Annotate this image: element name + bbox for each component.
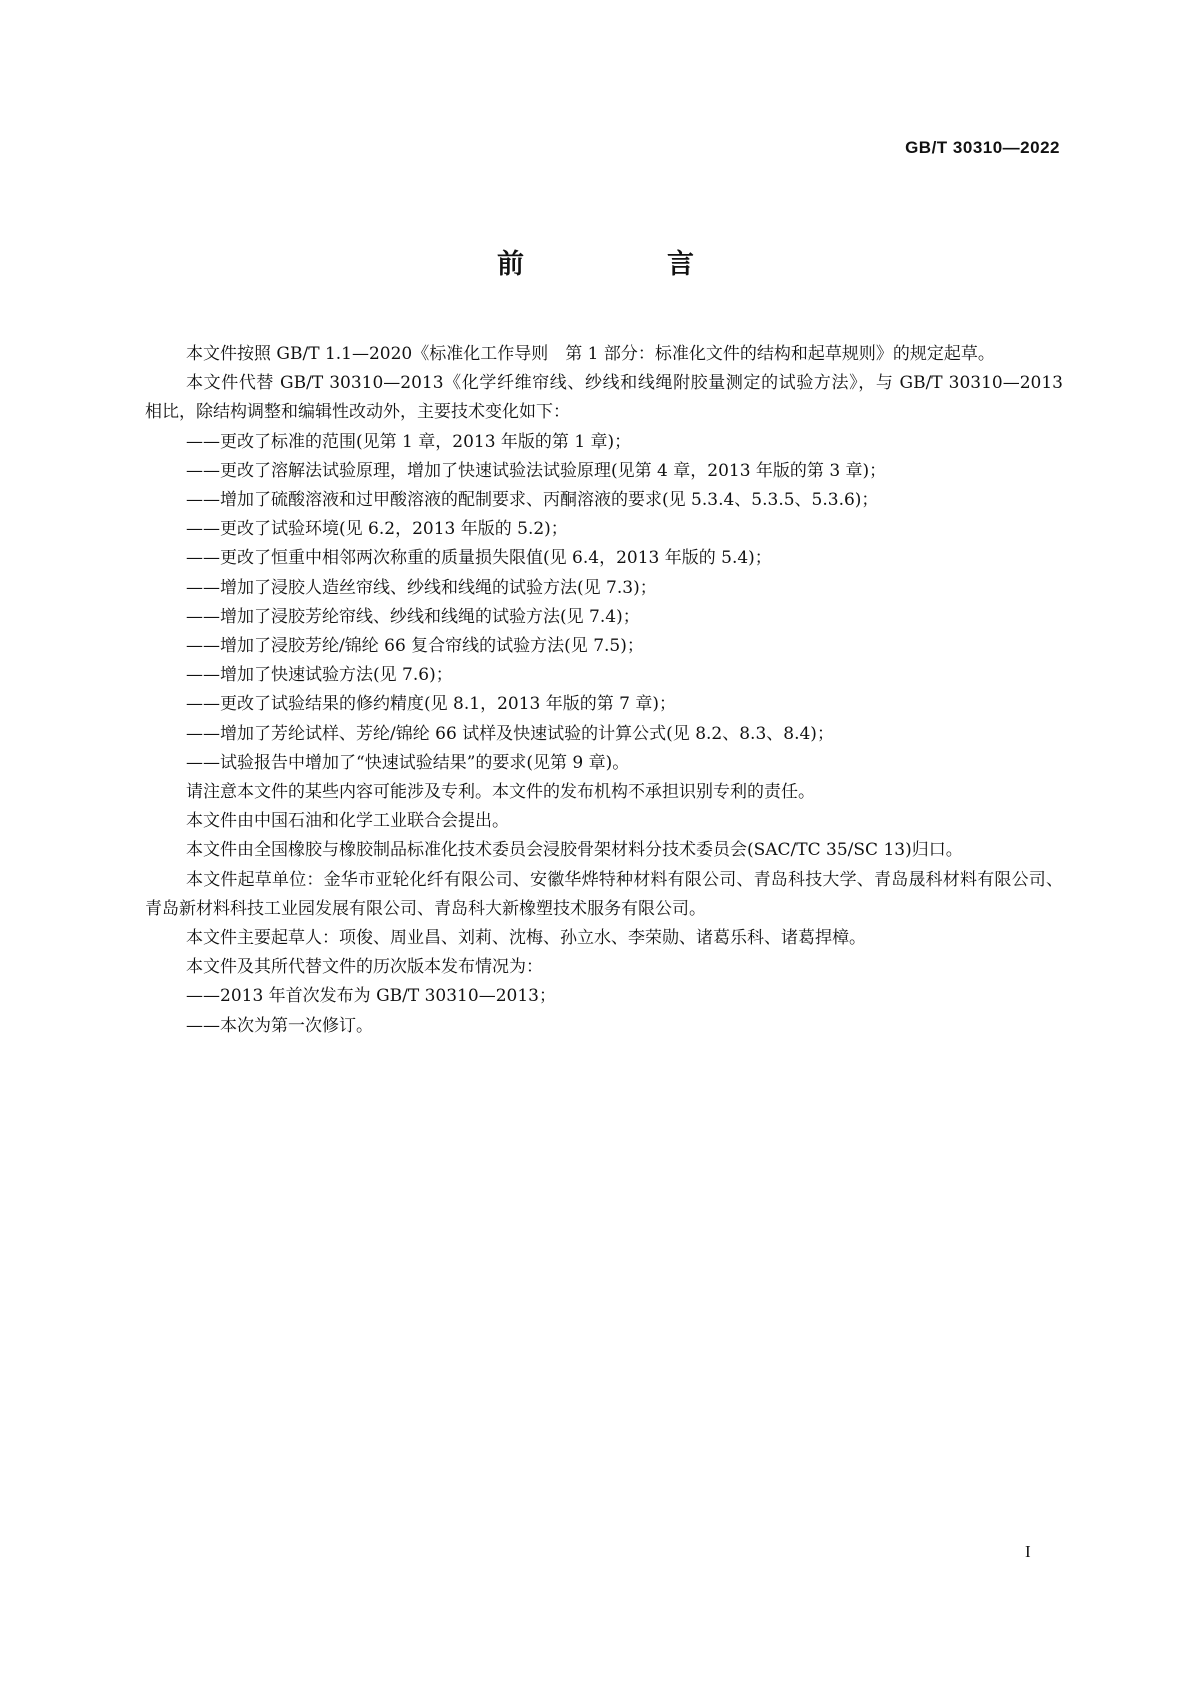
change-item: ——更改了恒重中相邻两次称重的质量损失限值(见 6.4，2013 年版的 5.4)；: [186, 548, 772, 569]
document-body: [145, 340, 1063, 1041]
change-item: ——增加了芳纶试样、芳纶/锦纶 66 试样及快速试验的计算公式(见 8.2、8.3、8.4)；: [186, 723, 834, 744]
change-item: ——增加了浸胶芳纶/锦纶 66 复合帘线的试验方法(见 7.5)；: [186, 636, 644, 657]
history-item: ——本次为第一次修订。: [186, 1015, 373, 1036]
change-item: ——增加了浸胶芳纶帘线、纱线和线绳的试验方法(见 7.4)；: [186, 606, 640, 627]
paragraph-replacement: 本文件代替 GB/T 30310—2013《化学纤维帘线、纱线和线绳附胶量测定的试验方法》，与 GB/T 30310—2013 相比，除结构调整和编辑性改动外，主要技术变化如下：: [145, 373, 1063, 423]
change-item: ——增加了浸胶人造丝帘线、纱线和线绳的试验方法(见 7.3)；: [186, 577, 657, 598]
notice-committee: 本文件由全国橡胶与橡胶制品标准化技术委员会浸胶骨架材料分技术委员会(SAC/TC 35/SC 13)归口。: [186, 840, 963, 861]
change-item: ——更改了标准的范围(见第 1 章，2013 年版的第 1 章)；: [186, 431, 632, 452]
change-item: ——增加了快速试验方法(见 7.6)；: [186, 665, 453, 686]
notice-patent: 请注意本文件的某些内容可能涉及专利。本文件的发布机构不承担识别专利的责任。: [186, 782, 815, 803]
notice-history-intro: 本文件及其所代替文件的历次版本发布情况为：: [186, 957, 543, 978]
page-number: I: [1025, 1542, 1031, 1561]
notice-drafters: 本文件主要起草人：项俊、周业昌、刘莉、沈梅、孙立水、李荣勋、诸葛乐科、诸葛捍樟。: [186, 928, 866, 949]
change-item: ——更改了试验结果的修约精度(见 8.1，2013 年版的第 7 章)；: [186, 694, 676, 715]
standard-number: GB/T 30310—2022: [905, 138, 1060, 157]
notice-proposer: 本文件由中国石油和化学工业联合会提出。: [186, 811, 509, 832]
notice-drafting-units: 本文件起草单位：金华市亚轮化纤有限公司、安徽华烨特种材料有限公司、青岛科技大学、青岛晟科材料有限公司、青岛新材料科技工业园发展有限公司、青岛科大新橡塑技术服务有限公司。: [145, 869, 1063, 919]
change-item: ——增加了硫酸溶液和过甲酸溶液的配制要求、丙酮溶液的要求(见 5.3.4、5.3.5、5.3.6)；: [186, 490, 879, 511]
history-item: ——2013 年首次发布为 GB/T 30310—2013；: [186, 986, 556, 1007]
change-item: ——更改了试验环境(见 6.2，2013 年版的 5.2)；: [186, 519, 568, 540]
page-title: 前 言: [497, 249, 752, 280]
paragraph-drafting-rules: 本文件按照 GB/T 1.1—2020《标准化工作导则 第 1 部分：标准化文件的结构和起草规则》的规定起草。: [186, 344, 995, 364]
change-item: ——试验报告中增加了“快速试验结果”的要求(见第 9 章)。: [186, 752, 630, 773]
change-item: ——更改了溶解法试验原理，增加了快速试验法试验原理(见第 4 章，2013 年版的第 3 章)；: [186, 460, 887, 481]
